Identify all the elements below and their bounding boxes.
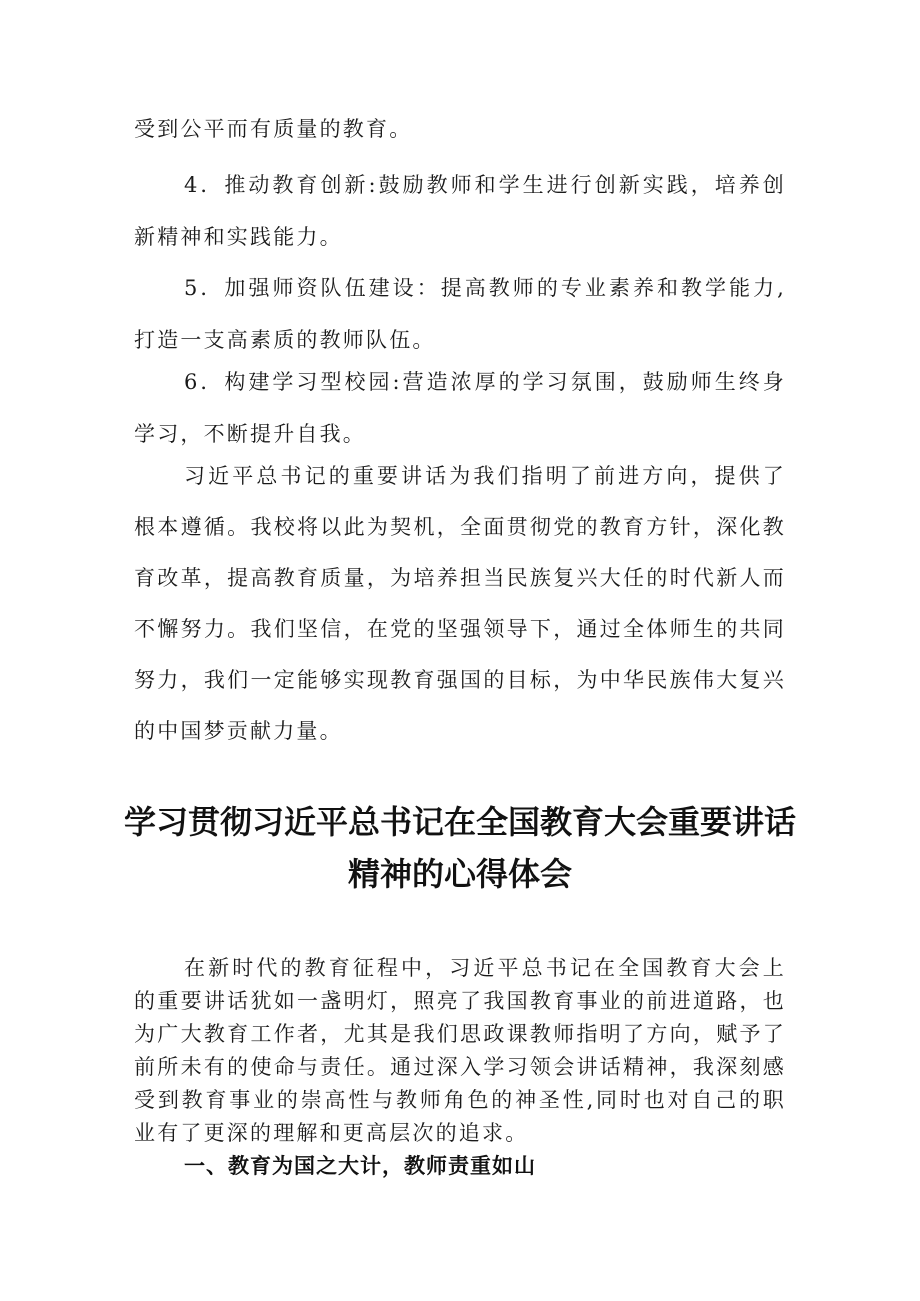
section-heading: 一、教育为国之大计，教师责重如山: [184, 1154, 536, 1178]
paragraph-continuation: 受到公平而有质量的教育。: [134, 117, 413, 141]
article-title: 学习贯彻习近平总书记在全国教育大会重要讲话精神的心得体会: [123, 803, 796, 893]
list-item-4: 4．推动教育创新:鼓励教师和学生进行创新实践，培养创新精神和实践能力。: [134, 173, 786, 249]
list-item-6: 6．构建学习型校园:营造浓厚的学习氛围，鼓励师生终身学习，不断提升自我。: [134, 370, 786, 446]
intro-paragraph: 在新时代的教育征程中，习近平总书记在全国教育大会上的重要讲话犹如一盏明灯，照亮了我国教育事业的前进道路，也为广大教育工作者，尤其是我们思政课教师指明了方向，赋予了前所未有的使命与责任。通过深入学习领会讲话精神，我深刻感受到教育事业的崇高性与教师角色的神圣性,同时也对自己的职业有了更深的理解和更高层次的追求。: [134, 956, 786, 1145]
list-item-5: 5．加强师资队伍建设：提高教师的专业素养和教学能力,打造一支高素质的教师队伍。: [134, 276, 786, 352]
closing-paragraph: 习近平总书记的重要讲话为我们指明了前进方向，提供了根本遵循。我校将以此为契机，全面贯彻党的教育方针，深化教育改革，提高教育质量，为培养担当民族复兴大任的时代新人而不懈努力。我们坚信，在党的坚强领导下，通过全体师生的共同努力，我们一定能够实现教育强国的目标，为中华民族伟大复兴的中国梦贡献力量。: [134, 464, 786, 743]
